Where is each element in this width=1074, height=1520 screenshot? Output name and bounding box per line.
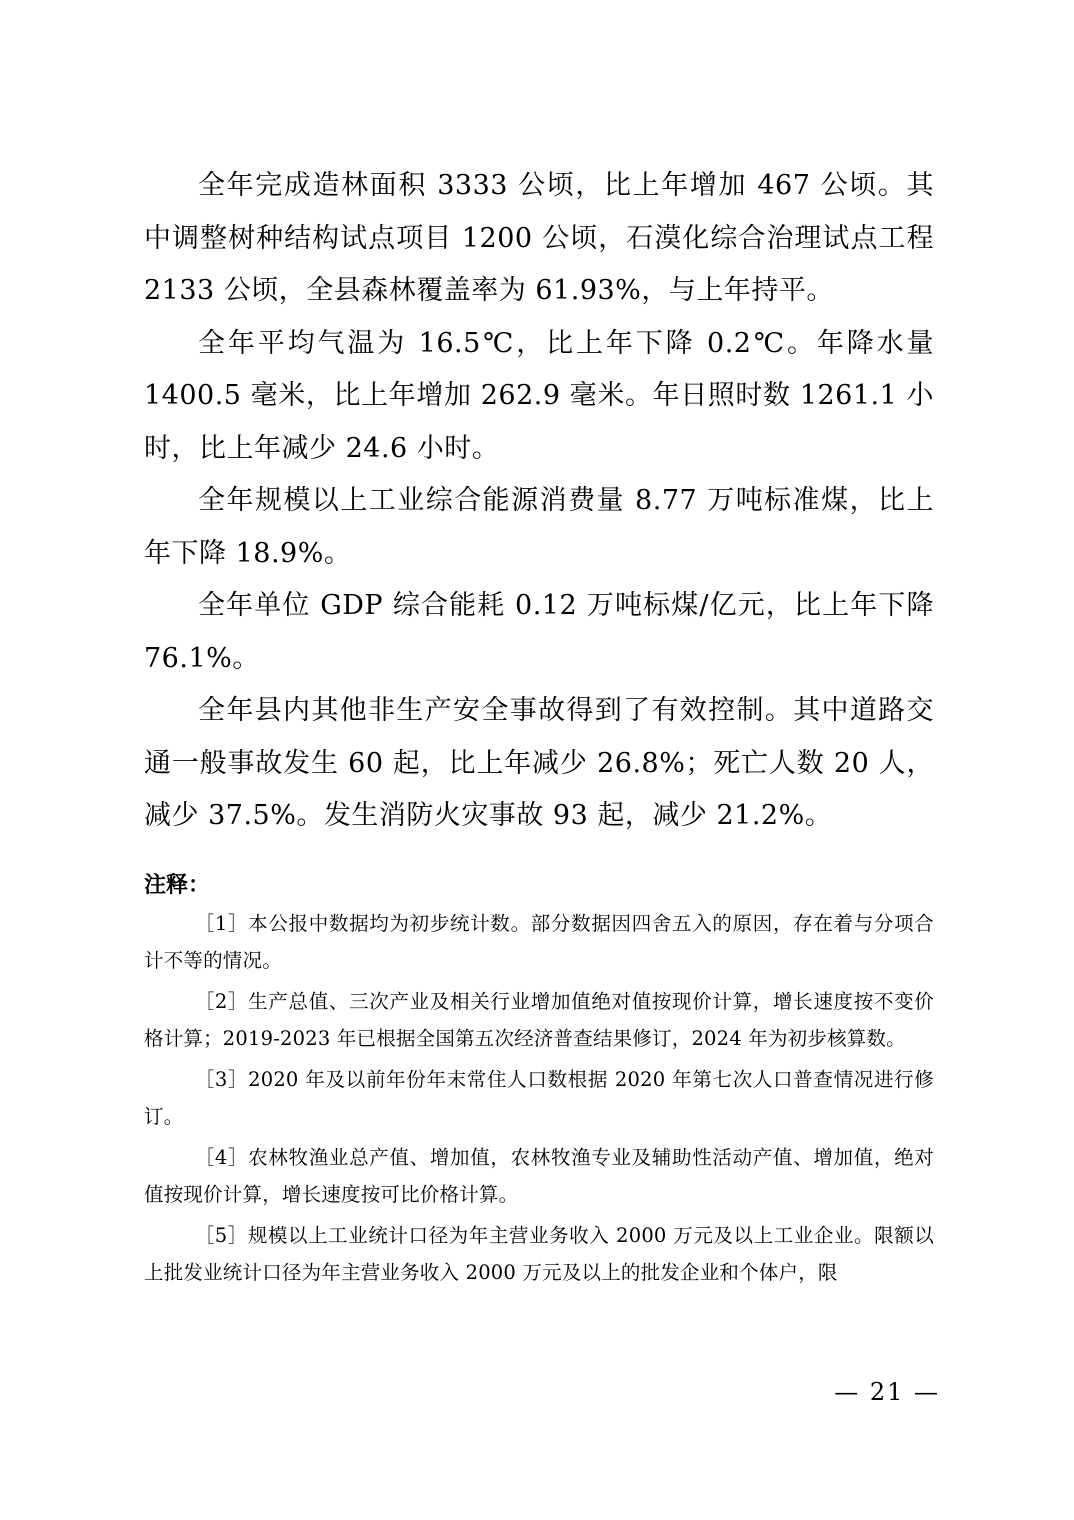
notes-title: 注释：	[144, 872, 211, 898]
paragraph-safety-accidents: 全年县内其他非生产安全事故得到了有效控制。其中道路交通一般事故发生 60 起，比上年减少 26.8%；死亡人数 20 人，减少 37.5%。发生消防火灾事故 93 起，减少 21.2%。	[144, 695, 934, 831]
paragraph-energy-intensity: 全年单位 GDP 综合能耗 0.12 万吨标煤/亿元，比上年下降 76.1%。	[144, 590, 934, 674]
page-number: — 21 —	[834, 1378, 940, 1406]
note-item: ［5］规模以上工业统计口径为年主营业务收入 2000 万元及以上工业企业。限额以上批发业统计口径为年主营业务收入 2000 万元及以上的批发企业和个体户，限	[144, 1224, 934, 1284]
paragraph-energy-consumption: 全年规模以上工业综合能源消费量 8.77 万吨标准煤，比上年下降 18.9%。	[144, 485, 934, 569]
notes-list	[144, 905, 934, 1295]
paragraph-afforestation: 全年完成造林面积 3333 公顷，比上年增加 467 公顷。其中调整树种结构试点项目 1200 公顷，石漠化综合治理试点工程 2133 公顷，全县森林覆盖率为 61.93%，与上年持平。	[144, 170, 934, 306]
body-text	[144, 160, 934, 843]
note-item: ［4］农林牧渔业总产值、增加值，农林牧渔专业及辅助性活动产值、增加值，绝对值按现价计算，增长速度按可比价格计算。	[144, 1146, 934, 1206]
note-item: ［3］2020 年及以前年份年末常住人口数根据 2020 年第七次人口普查情况进行修订。	[144, 1068, 934, 1128]
note-item: ［1］本公报中数据均为初步统计数。部分数据因四舍五入的原因，存在着与分项合计不等的情况。	[144, 912, 934, 972]
paragraph-climate: 全年平均气温为 16.5℃，比上年下降 0.2℃。年降水量 1400.5 毫米，比上年增加 262.9 毫米。年日照时数 1261.1 小时，比上年减少 24.6 小时。	[144, 327, 934, 464]
note-item: ［2］生产总值、三次产业及相关行业增加值绝对值按现价计算，增长速度按不变价格计算；2019-2023 年已根据全国第五次经济普查结果修订，2024 年为初步核算数。	[144, 990, 934, 1050]
